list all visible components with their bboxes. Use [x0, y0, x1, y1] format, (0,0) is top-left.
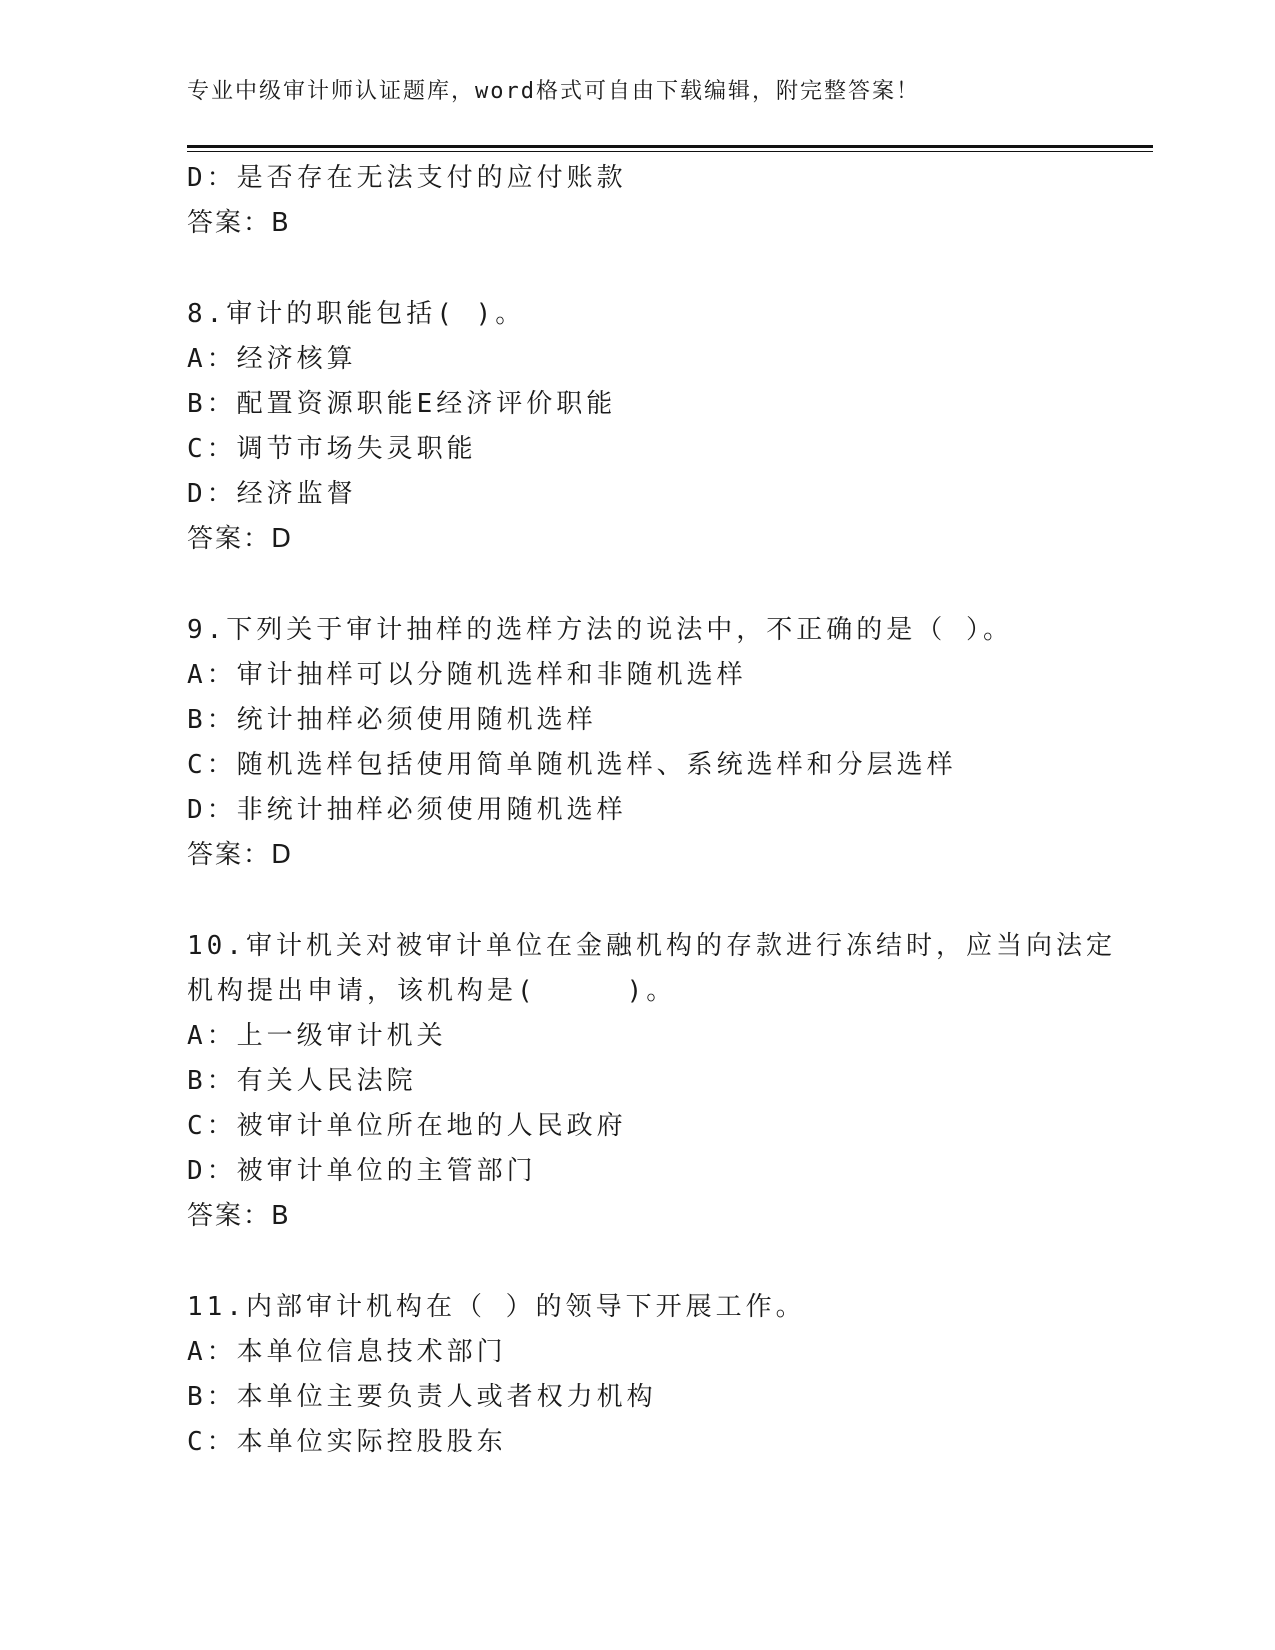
option-a: A：上一级审计机关: [187, 1021, 447, 1051]
option-a: A：审计抽样可以分随机选样和非随机选样: [187, 660, 747, 690]
page-header: 专业中级审计师认证题库，word格式可自由下载编辑，附完整答案！: [187, 79, 920, 104]
option-a: A：本单位信息技术部门: [187, 1337, 507, 1367]
question-9: [187, 608, 1127, 878]
option-d: D：是否存在无法支付的应付账款: [187, 163, 627, 193]
option-d: D：非统计抽样必须使用随机选样: [187, 795, 627, 825]
question-8: [187, 292, 1127, 562]
option-a: A：经济核算: [187, 344, 357, 374]
answer-line: 答案：D: [187, 840, 294, 870]
question-stem: 9.下列关于审计抽样的选样方法的说法中，不正确的是（ ）。: [187, 615, 1013, 645]
header-rule-thick: [187, 145, 1153, 148]
question-stem: 8.审计的职能包括( )。: [187, 299, 526, 329]
answer-line: 答案：B: [187, 1201, 291, 1231]
answer-line: 答案：D: [187, 524, 294, 554]
option-b: B：本单位主要负责人或者权力机构: [187, 1382, 657, 1412]
question-stem-continued: 机构提出申请，该机构是( )。: [187, 976, 677, 1006]
answer-line: 答案：B: [187, 208, 291, 238]
option-b: B：统计抽样必须使用随机选样: [187, 705, 597, 735]
header-rule-thin: [187, 151, 1153, 152]
option-c: C：随机选样包括使用简单随机选样、系统选样和分层选样: [187, 750, 957, 780]
option-b: B：有关人民法院: [187, 1066, 417, 1096]
option-d: D：经济监督: [187, 479, 357, 509]
option-b: B：配置资源职能E经济评价职能: [187, 389, 617, 419]
option-c: C：本单位实际控股股东: [187, 1427, 507, 1457]
question-stem: 10.审计机关对被审计单位在金融机构的存款进行冻结时，应当向法定: [187, 931, 1116, 961]
question-11: [187, 1285, 1127, 1465]
option-c: C：调节市场失灵职能: [187, 434, 477, 464]
question-content: [187, 156, 1127, 1465]
option-c: C：被审计单位所在地的人民政府: [187, 1111, 627, 1141]
question-stem: 11.内部审计机构在（ ）的领导下开展工作。: [187, 1292, 806, 1322]
question-10: [187, 924, 1127, 1239]
option-d: D：被审计单位的主管部门: [187, 1156, 537, 1186]
